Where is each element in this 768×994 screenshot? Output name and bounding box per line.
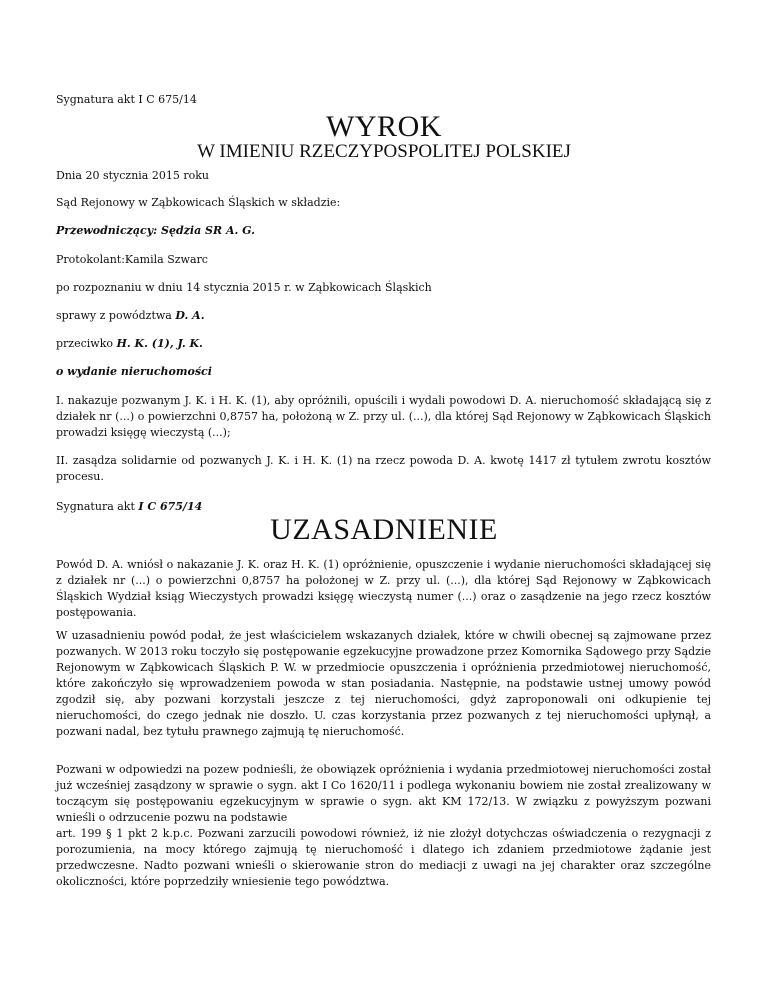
justification-signature-prefix: Sygnatura akt xyxy=(56,500,139,513)
defendants-line xyxy=(56,336,711,352)
justification-paragraph-3a: Pozwani w odpowiedzi na pozew podnieśli, że obowiązek opróżnienia i wydania przedmiotowej nieruchomości został już wcześniej zasądzony w sprawie o sygn. akt I Co 1620/11 i podlega wykonaniu bowiem nie został zrealizowany w toczącym się postępowaniu egzekucyjnym w sprawie o sygn. akt KM 172/13. W związku z powyższym pozwani wnieśli o odrzucenie pozwu na podstawie xyxy=(56,763,711,824)
court-clerk: Protokolant:Kamila Szwarc xyxy=(56,253,208,266)
justification-paragraph-2: W uzasadnieniu powód podał, że jest właścicielem wskazanych działek, które w chwili obecnej są zajmowane przez pozwanych. W 2013 roku toczyło się postępowanie egzekucyjne prowadzone przez Komornika Sądowego przy Sądzie Rejonowym w Ząbkowicach Śląskich P. W. w przedmiocie opuszczenia i opróżnienia przedmiotowej nieruchomość, które zakończyło się wprowadzeniem powoda w stan posiadania. Następnie, na podstawie ustnej umowy powód zgodził się, aby pozwani korzystali jeszcze z tej nieruchomości, gdyż zaproponowali oni odkupienie tej nieruchomości, do czego jednak nie doszło. U. czas korzystania przez pozwanych z tej nieruchomości upłynął, a pozwani nadal, bez tytułu prawnego zajmują tę nieruchomość. xyxy=(56,629,711,738)
case-subject: o wydanie nieruchomości xyxy=(56,365,212,378)
plaintiff-line xyxy=(56,308,711,324)
justification-paragraph-3b: art. 199 § 1 pkt 2 k.p.c. Pozwani zarzucili powodowi również, iż nie złożył dotychczas oświadczenia o rezygnacji z porozumienia, na mocy którego zajmują tę nieruchomość i dlatego ich zdaniem przedmiotowe żądanie jest przedwczesne. Nadto pozwani wnieśli o skierowanie stron do mediacji z uwagi na jej charakter oraz szczególne okoliczności, które poprzedziły wniesienie tego powództwa. xyxy=(56,827,711,888)
case-signature: Sygnatura akt I C 675/14 xyxy=(56,93,197,106)
hearing-info: po rozpoznaniu w dniu 14 stycznia 2015 r. w Ząbkowicach Śląskich xyxy=(56,281,432,294)
verdict-point-2: II. zasądza solidarnie od pozwanych J. K. i H. K. (1) na rzecz powoda D. A. kwotę 1417 zł tytułem zwrotu kosztów procesu. xyxy=(56,454,711,483)
verdict-subtitle: W IMIENIU RZECZYPOSPOLITEJ POLSKIEJ xyxy=(197,141,571,162)
defendants-names: H. K. (1), J. K. xyxy=(116,337,203,350)
plaintiff-name: D. A. xyxy=(175,309,205,322)
justification-paragraph-1: Powód D. A. wniósł o nakazanie J. K. oraz H. K. (1) opróżnienie, opuszczenie i wydanie nieruchomości składającej się z działek nr (...) o powierzchni 0,8757 ha położonej w Z. przy ul. (...), dla której Sąd Rejonowy w Ząbkowicach Śląskich Wydział ksiąg Wieczystych prowadzi księgę wieczystą numer (...) oraz o zasądzenie na jego rzecz kosztów postępowania. xyxy=(56,558,711,619)
presiding-judge: Przewodniczący: Sędzia SR A. G. xyxy=(56,224,255,237)
court-composition: Sąd Rejonowy w Ząbkowicach Śląskich w składzie: xyxy=(56,196,341,209)
justification-signature: I C 675/14 xyxy=(138,500,203,513)
defendants-prefix: przeciwko xyxy=(56,337,117,350)
verdict-date: Dnia 20 stycznia 2015 roku xyxy=(56,169,209,182)
plaintiff-prefix: sprawy z powództwa xyxy=(56,309,176,322)
justification-title: UZASADNIENIE xyxy=(270,513,498,546)
verdict-point-1: I. nakazuje pozwanym J. K. i H. K. (1), aby opróżnili, opuścili i wydali powodowi D. A. nieruchomość składającą się z działek nr (...) o powierzchni 0,8757 ha, położoną w Z. przy ul. (...), dla której Sąd Rejonowy w Ząbkowicach Śląskich prowadzi księgę wieczystą (...); xyxy=(56,394,711,439)
verdict-title: WYROK xyxy=(326,110,442,143)
